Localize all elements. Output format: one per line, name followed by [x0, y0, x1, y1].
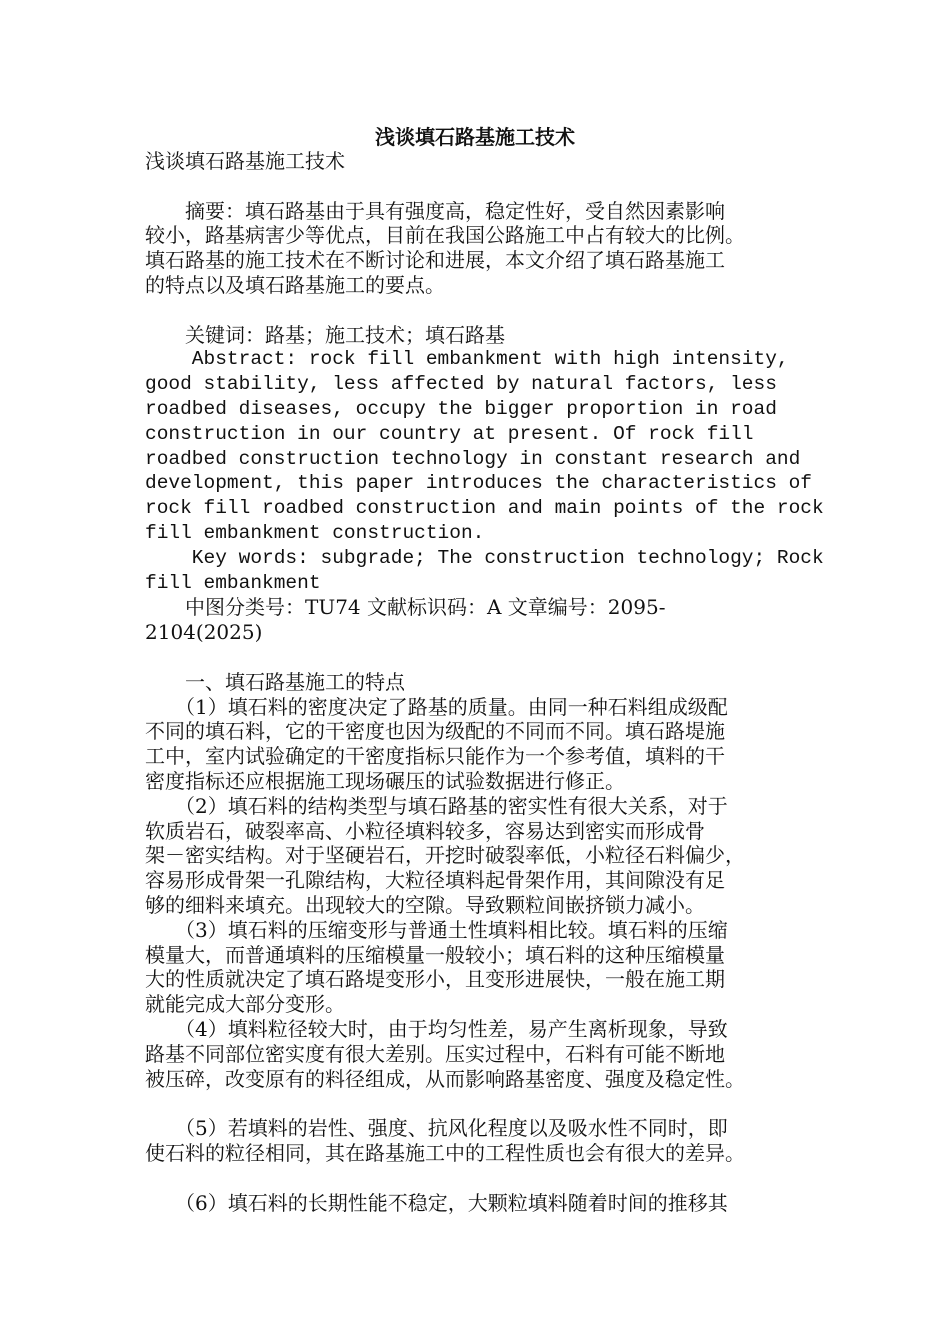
body-line: development, this paper introduces the characteristics of — [145, 472, 813, 495]
body-line: 摘要：填石路基由于具有强度高，稳定性好，受自然因素影响 — [145, 198, 725, 223]
document-title: 浅谈填石路基施工技术 — [375, 125, 575, 149]
body-line: （1）填石料的密度决定了路基的质量。由同一种石料组成级配 — [145, 694, 728, 719]
body-line: 填石路基的施工技术在不断讨论和进展，本文介绍了填石路基施工 — [145, 248, 725, 273]
body-line: 容易形成骨架一孔隙结构，大粒径填料起骨架作用，其间隙没有足 — [145, 868, 725, 893]
body-line: 路基不同部位密实度有很大差别。压实过程中，石料有可能不断地 — [145, 1041, 725, 1066]
body-line: 模量大，而普通填料的压缩模量一般较小；填石料的这种压缩模量 — [145, 942, 725, 967]
body-line: roadbed diseases, occupy the bigger proportion in road — [145, 398, 777, 420]
body-line: 够的细料来填充。出现较大的空隙。导致颗粒间嵌挤锁力减小。 — [145, 893, 705, 917]
body-line: 一、填石路基施工的特点 — [145, 669, 405, 694]
body-line: fill embankment construction. — [145, 522, 485, 544]
body-line: 使石料的粒径相同，其在路基施工中的工程性质也会有很大的差异。 — [145, 1141, 745, 1165]
body-line: fill embankment — [145, 571, 321, 594]
body-line: good stability, less affected by natural factors, less — [145, 373, 777, 396]
body-line: 浅谈填石路基施工技术 — [145, 149, 345, 173]
body-line: rock fill roadbed construction and main points of the rock — [145, 497, 824, 520]
body-line: 较小，路基病害少等优点，目前在我国公路施工中占有较大的比例。 — [145, 223, 745, 248]
body-line: （5）若填料的岩性、强度、抗风化程度以及吸水性不同时，即 — [145, 1116, 728, 1141]
body-line: 工中，室内试验确定的干密度指标只能作为一个参考值，填料的干 — [145, 744, 725, 769]
body-line: 不同的填石料，它的干密度也因为级配的不同而不同。填石路堤施 — [145, 719, 725, 744]
body-line: 密度指标还应根据施工现场碾压的试验数据进行修正。 — [145, 769, 625, 793]
body-line: roadbed construction technology in constant research and — [145, 447, 801, 470]
body-line: 架－密实结构。对于坚硬岩石，开挖时破裂率低，小粒径石料偏少， — [145, 843, 745, 868]
body-line: 被压碎，改变原有的料径组成，从而影响路基密度、强度及稳定性。 — [145, 1066, 745, 1091]
body-line: 2104(2025) — [145, 620, 263, 645]
body-line: 中图分类号：TU74 文献标识码：A 文章编号：2095- — [145, 595, 666, 620]
body-line: 关键词：路基；施工技术；填石路基 — [145, 322, 505, 347]
body-line: （4）填料粒径较大时，由于均匀性差，易产生离析现象，导致 — [145, 1017, 728, 1041]
body-line: （2）填石料的结构类型与填石路基的密实性有很大关系，对于 — [145, 793, 728, 818]
body-line: 的特点以及填石路基施工的要点。 — [145, 273, 445, 297]
body-line: （6）填石料的长期性能不稳定，大颗粒填料随着时间的推移其 — [145, 1190, 728, 1215]
body-line: construction in our country at present. Of rock fill — [145, 422, 754, 445]
body-line: 就能完成大部分变形。 — [145, 992, 345, 1017]
body-line: Abstract: rock fill embankment with high intensity, — [145, 348, 789, 371]
body-line: 大的性质就决定了填石路堤变形小，且变形进展快，一般在施工期 — [145, 967, 725, 992]
body-line: Key words: subgrade; The construction technology; Rock — [145, 546, 824, 569]
body-line: 软质岩石，破裂率高、小粒径填料较多，容易达到密实而形成骨 — [145, 818, 705, 843]
body-line: （3）填石料的压缩变形与普通土性填料相比较。填石料的压缩 — [145, 917, 728, 942]
